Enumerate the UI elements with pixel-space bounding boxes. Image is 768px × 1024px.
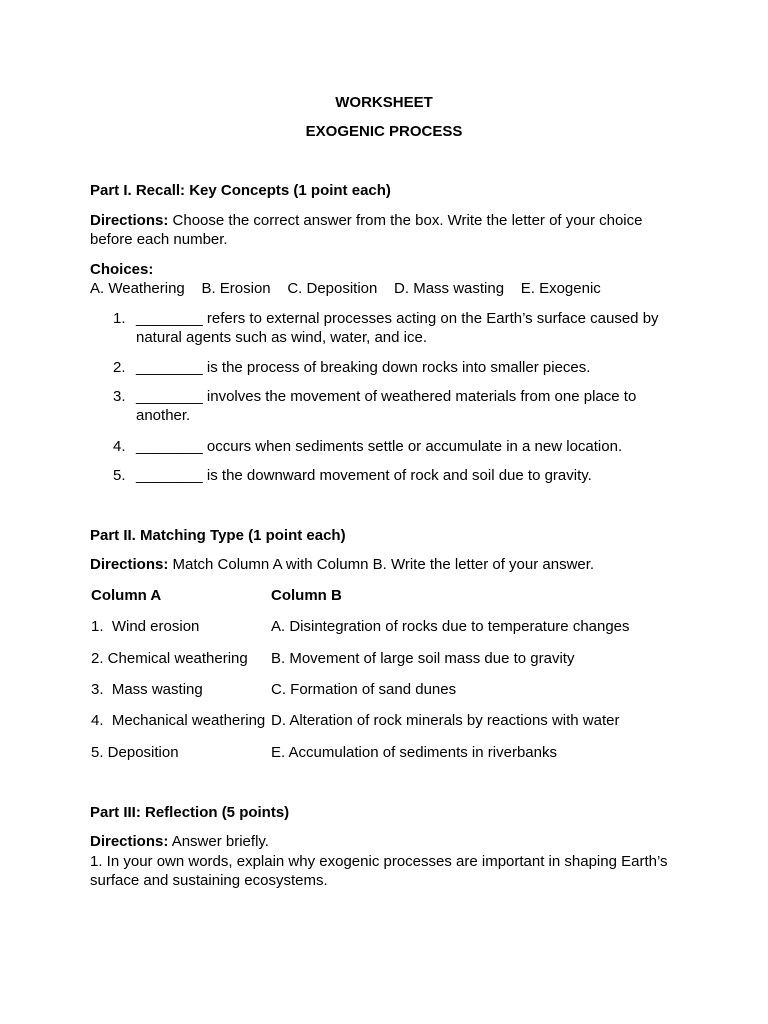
recall-item-number: 3. bbox=[113, 388, 126, 405]
column-b-cell: D. Alteration of rock minerals by reactions with water bbox=[271, 712, 620, 729]
recall-item-number: 2. bbox=[113, 359, 126, 376]
choices-list: A. Weathering B. Erosion C. Deposition D. Mass wasting E. Exogenic bbox=[90, 280, 601, 297]
part3-directions bbox=[90, 832, 269, 851]
column-a-header: Column A bbox=[91, 587, 162, 604]
recall-item-text: ________ refers to external processes acting on the Earth’s surface caused by natural agents such as wind, water, and ice. bbox=[136, 310, 659, 346]
choices-label: Choices: bbox=[90, 261, 154, 278]
part3-directions-text: Answer briefly. bbox=[168, 833, 269, 850]
part2-directions-text: Match Column A with Column B. Write the letter of your answer. bbox=[168, 556, 595, 573]
part3-directions-label: Directions: bbox=[90, 833, 169, 850]
part1-directions-text: Choose the correct answer from the box. Write the letter of your choice before each number. bbox=[90, 212, 643, 248]
part1-directions-label: Directions: bbox=[90, 212, 169, 229]
column-a-cell: 1. Wind erosion bbox=[91, 618, 200, 635]
column-a-cell: 5. Deposition bbox=[91, 744, 179, 761]
part2-directions-label: Directions: bbox=[90, 556, 169, 573]
recall-item-number: 5. bbox=[113, 467, 126, 484]
recall-item-text: ________ is the downward movement of rock and soil due to gravity. bbox=[136, 467, 592, 484]
worksheet-title: WORKSHEET bbox=[335, 94, 433, 111]
column-b-cell: A. Disintegration of rocks due to temperature changes bbox=[271, 618, 630, 635]
column-b-header: Column B bbox=[271, 587, 342, 604]
recall-item-number: 1. bbox=[113, 310, 126, 327]
recall-item-text: ________ involves the movement of weathered materials from one place to another. bbox=[136, 388, 637, 424]
part2-heading: Part II. Matching Type (1 point each) bbox=[90, 527, 346, 544]
column-b-cell: C. Formation of sand dunes bbox=[271, 681, 457, 698]
reflection-question: 1. In your own words, explain why exogenic processes are important in shaping Earth’s surface and sustaining ecosystems. bbox=[90, 853, 668, 889]
column-a-cell: 2. Chemical weathering bbox=[91, 650, 248, 667]
recall-item-number: 4. bbox=[113, 438, 126, 455]
part1-heading: Part I. Recall: Key Concepts (1 point each) bbox=[90, 182, 391, 199]
recall-item-text: ________ occurs when sediments settle or accumulate in a new location. bbox=[136, 438, 623, 455]
recall-item-text: ________ is the process of breaking down rocks into smaller pieces. bbox=[136, 359, 591, 376]
part2-directions bbox=[90, 555, 594, 574]
worksheet-subtitle: EXOGENIC PROCESS bbox=[305, 123, 463, 140]
column-a-cell: 4. Mechanical weathering bbox=[91, 712, 266, 729]
part1-directions bbox=[90, 211, 680, 249]
column-b-cell: B. Movement of large soil mass due to gravity bbox=[271, 650, 575, 667]
column-b-cell: E. Accumulation of sediments in riverbanks bbox=[271, 744, 557, 761]
column-a-cell: 3. Mass wasting bbox=[91, 681, 203, 698]
part3-heading: Part III: Reflection (5 points) bbox=[90, 804, 290, 821]
